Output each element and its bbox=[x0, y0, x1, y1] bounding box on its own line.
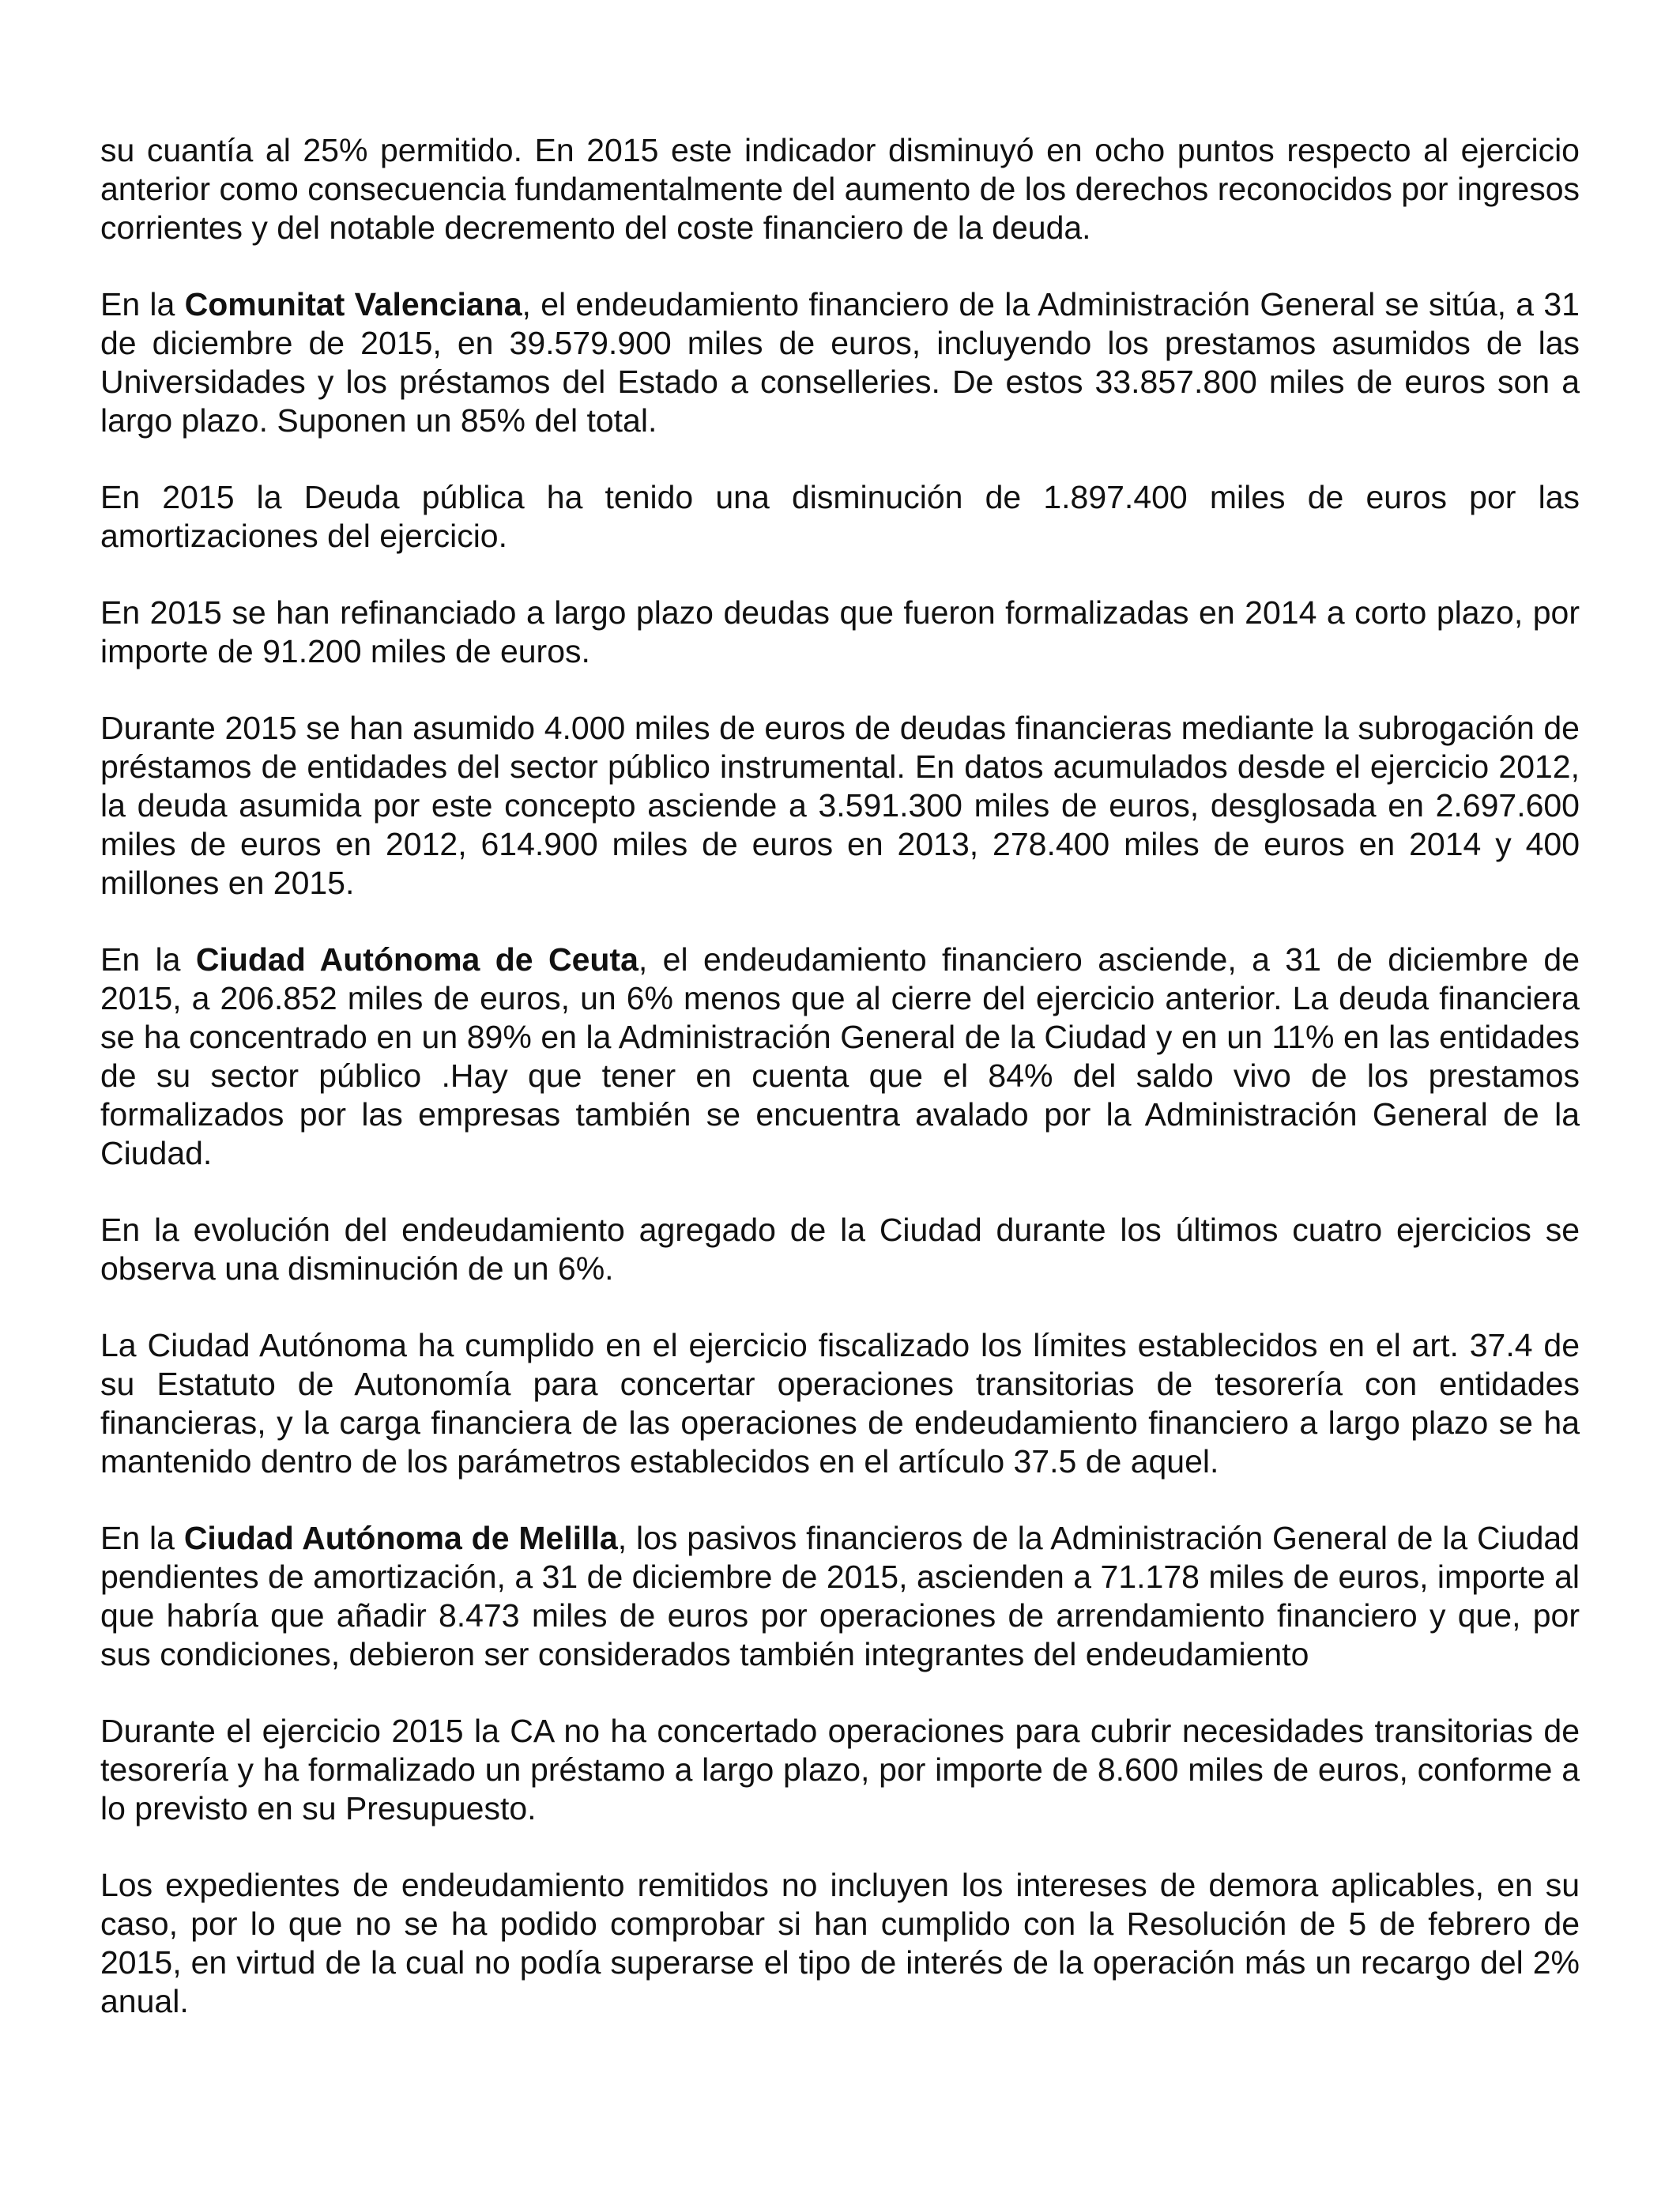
region-name-bold: Comunitat Valenciana bbox=[184, 286, 522, 322]
paragraph-melilla-prestamo bbox=[100, 1712, 1580, 1828]
paragraph-text: Los expedientes de endeudamiento remitidos no incluyen los intereses de demora aplicables, en su caso, por lo que no se ha podido comprobar si han cumplido con la Resolución de 5 de febrero de 2015, en virtud de la cual no podía superarse el tipo de interés de la operación más un recargo del 2% anual. bbox=[100, 1867, 1580, 2019]
paragraph-lead: En la bbox=[100, 286, 185, 322]
paragraph-refinanciacion bbox=[100, 594, 1580, 671]
paragraph-text: su cuantía al 25% permitido. En 2015 este indicador disminuyó en ocho puntos respecto al ejercicio anterior como consecuencia fundamentalmente del aumento de los derechos reconocidos por ingresos corrientes y del notable decremento del coste financiero de la deuda. bbox=[100, 132, 1580, 246]
document-body bbox=[100, 131, 1580, 2021]
paragraph-debt-ratio-continuation bbox=[100, 131, 1580, 247]
paragraph-ceuta-cumplimiento bbox=[100, 1326, 1580, 1481]
paragraph-ceuta-evolucion bbox=[100, 1211, 1580, 1288]
paragraph-deuda-publica bbox=[100, 478, 1580, 556]
paragraph-subrogacion bbox=[100, 709, 1580, 903]
region-name-bold: Ciudad Autónoma de Melilla bbox=[183, 1520, 618, 1556]
paragraph-text: Durante el ejercicio 2015 la CA no ha concertado operaciones para cubrir necesidades transitorias de tesorería y ha formalizado un préstamo a largo plazo, por importe de 8.600 miles de euros, conforme a lo previsto en su Presupuesto. bbox=[100, 1713, 1580, 1826]
paragraph-text: En 2015 se han refinanciado a largo plazo deudas que fueron formalizadas en 2014 a corto plazo, por importe de 91.200 miles de euros. bbox=[100, 594, 1580, 669]
paragraph-lead: En la bbox=[100, 1520, 184, 1556]
paragraph-ceuta bbox=[100, 941, 1580, 1173]
region-name-bold: Ciudad Autónoma de Ceuta bbox=[195, 941, 638, 978]
paragraph-text: Durante 2015 se han asumido 4.000 miles de euros de deudas financieras mediante la subrogación de préstamos de entidades del sector público instrumental. En datos acumulados desde el ejercicio 2012, la deuda asumida por este concepto asciende a 3.591.300 miles de euros, desglosada en 2.697.600 miles de euros en 2012, 614.900 miles de euros en 2013, 278.400 miles de euros en 2014 y 400 millones en 2015. bbox=[100, 710, 1580, 901]
paragraph-lead: En la bbox=[100, 941, 196, 978]
paragraph-text: En la evolución del endeudamiento agregado de la Ciudad durante los últimos cuatro ejercicios se observa una disminución de un 6%. bbox=[100, 1212, 1580, 1287]
paragraph-text: La Ciudad Autónoma ha cumplido en el ejercicio fiscalizado los límites establecidos en el art. 37.4 de su Estatuto de Autonomía para concertar operaciones transitorias de tesorería con entidades financieras, y la carga financiera de las operaciones de endeudamiento financiero a largo plazo se ha mantenido dentro de los parámetros establecidos en el artículo 37.5 de aquel. bbox=[100, 1327, 1580, 1480]
paragraph-intereses-demora bbox=[100, 1866, 1580, 2021]
paragraph-text: En 2015 la Deuda pública ha tenido una disminución de 1.897.400 miles de euros por las amortizaciones del ejercicio. bbox=[100, 479, 1580, 554]
paragraph-text: , el endeudamiento financiero de la Administración General se sitúa, a 31 de diciembre de 2015, en 39.579.900 miles de euros, incluyendo los prestamos asumidos de las Universidades y los préstamos del Estado a conselleries. De estos 33.857.800 miles de euros son a largo plazo. Suponen un 85% del total. bbox=[100, 286, 1580, 439]
paragraph-comunitat-valenciana bbox=[100, 285, 1580, 440]
paragraph-text: , el endeudamiento financiero asciende, a 31 de diciembre de 2015, a 206.852 miles de euros, un 6% menos que al cierre del ejercicio anterior. La deuda financiera se ha concentrado en un 89% en la Administración General de la Ciudad y en un 11% en las entidades de su sector público .Hay que tener en cuenta que el 84% del saldo vivo de los prestamos formalizados por las empresas también se encuentra avalado por la Administración General de la Ciudad. bbox=[100, 941, 1580, 1171]
paragraph-text: , los pasivos financieros de la Administración General de la Ciudad pendientes de amortización, a 31 de diciembre de 2015, ascienden a 71.178 miles de euros, importe al que habría que añadir 8.473 miles de euros por operaciones de arrendamiento financiero y que, por sus condiciones, debieron ser considerados también integrantes del endeudamiento bbox=[100, 1520, 1580, 1672]
paragraph-melilla bbox=[100, 1519, 1580, 1674]
